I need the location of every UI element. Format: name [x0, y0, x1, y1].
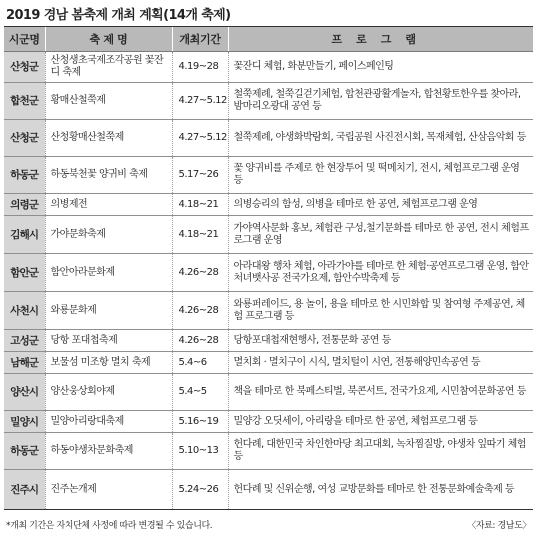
header-region: 시군명	[4, 27, 45, 52]
region-cell: 합천군	[4, 83, 45, 120]
header-program: 프로그램	[228, 27, 533, 52]
region-cell: 양산시	[4, 374, 45, 411]
program-cell: 멸치회 · 멸치구이 시식, 멸치털이 시연, 전통해양민속공연 등	[228, 352, 533, 374]
festival-cell: 하동야생차문화축제	[45, 433, 172, 470]
program-cell: 가야역사문화 홍보, 체험관 구성,철기문화를 테마로 한 공연, 전시 체험프로그램 운영	[228, 216, 533, 254]
period-cell: 4.26~28	[172, 330, 228, 352]
period-cell: 5.4~5	[172, 374, 228, 411]
festival-cell: 의병제전	[45, 194, 172, 216]
header-period: 개최기간	[172, 27, 228, 52]
table-row	[4, 157, 533, 194]
program-cell: 헌다례, 대한민국 차인한마당 최고대회, 녹차찜질방, 야생차 잎따기 체험 등	[228, 433, 533, 470]
festival-cell: 가야문화축제	[45, 216, 172, 254]
table-row	[4, 433, 533, 470]
period-cell: 5.17~26	[172, 157, 228, 194]
table-row	[4, 83, 533, 120]
region-cell: 김해시	[4, 216, 45, 254]
program-cell: 철쭉제례, 철쭉길걷기체험, 합천관광활게놀자, 합천황토한우를 찾아라, 밤마리오광대 공연 등	[228, 83, 533, 120]
table-row	[4, 470, 533, 510]
festival-cell: 함안아라문화제	[45, 254, 172, 292]
period-cell: 5.24~26	[172, 470, 228, 510]
period-cell: 4.19~28	[172, 52, 228, 83]
festival-cell: 하동북천꽃 양귀비 축제	[45, 157, 172, 194]
table-row	[4, 120, 533, 157]
festival-cell: 와룡문화제	[45, 292, 172, 330]
period-cell: 4.18~21	[172, 216, 228, 254]
program-cell: 책을 테마로 한 북페스티벌, 북콘서트, 전국가요제, 시민참여문화공연 등	[228, 374, 533, 411]
period-cell: 5.16~19	[172, 411, 228, 433]
program-cell: 꽃잔디 체험, 화분만들기, 페이스페인팅	[228, 52, 533, 83]
region-cell: 고성군	[4, 330, 45, 352]
festival-table	[4, 26, 533, 510]
period-cell: 5.4~6	[172, 352, 228, 374]
program-cell: 와룡퍼레이드, 용 놀이, 용을 테마로 한 시민화합 및 참여형 주제공연, 체험 프로그램 등	[228, 292, 533, 330]
region-cell: 하동군	[4, 157, 45, 194]
period-cell: 5.10~13	[172, 433, 228, 470]
region-cell: 하동군	[4, 433, 45, 470]
program-cell: 아라대왕 행차 체험, 아라가야를 테마로 한 체험·공연프로그램 운영, 함안처녀뱃사공 전국가요제, 함안수박축제 등	[228, 254, 533, 292]
festival-cell: 황매산철쭉제	[45, 83, 172, 120]
region-cell: 의령군	[4, 194, 45, 216]
table-row	[4, 330, 533, 352]
table-row	[4, 216, 533, 254]
region-cell: 밀양시	[4, 411, 45, 433]
festival-cell: 당항 포대첩축제	[45, 330, 172, 352]
footnote: *개최 기간은 자치단체 사정에 따라 변경될 수 있습니다.	[6, 521, 213, 531]
period-cell: 4.18~21	[172, 194, 228, 216]
period-cell: 4.26~28	[172, 254, 228, 292]
header-festival: 축 제 명	[45, 27, 172, 52]
festival-cell: 진주논개제	[45, 470, 172, 510]
table-row	[4, 292, 533, 330]
program-cell: 의병승리의 함성, 의병을 테마로 한 공연, 체험프로그램 운영	[228, 194, 533, 216]
festival-cell: 산청생초국제조각공원 꽃잔디 축제	[45, 52, 172, 83]
program-cell: 꽃 양귀비를 주제로 한 현장투어 및 떡메치기, 전시, 체험프로그램 운영 등	[228, 157, 533, 194]
period-cell: 4.26~28	[172, 292, 228, 330]
table-row	[4, 411, 533, 433]
program-cell: 헌다례 및 신위순행, 여성 교방문화를 테마로 한 전통문화예술축제 등	[228, 470, 533, 510]
page-title: 2019 경남 봄축제 개최 계획(14개 축제)	[6, 8, 231, 23]
program-cell: 밀양강 오딧세이, 아리랑을 테마로 한 공연, 체험프로그램 등	[228, 411, 533, 433]
region-cell: 사천시	[4, 292, 45, 330]
region-cell: 산청군	[4, 120, 45, 157]
period-cell: 4.27~5.12	[172, 83, 228, 120]
region-cell: 진주시	[4, 470, 45, 510]
table-row	[4, 254, 533, 292]
source-credit: 〈자료: 경남도〉	[467, 521, 531, 531]
region-cell: 남해군	[4, 352, 45, 374]
table-row	[4, 194, 533, 216]
program-cell: 당항포대첩재현행사, 전통문화 공연 등	[228, 330, 533, 352]
program-cell: 철쭉제례, 야생화박람회, 국립공원 사진전시회, 목재체험, 산삼음악회 등	[228, 120, 533, 157]
region-cell: 산청군	[4, 52, 45, 83]
table-row	[4, 352, 533, 374]
festival-cell: 밀양아리랑대축제	[45, 411, 172, 433]
table-header-row	[4, 27, 533, 52]
table-row	[4, 52, 533, 83]
table-row	[4, 374, 533, 411]
region-cell: 함안군	[4, 254, 45, 292]
festival-cell: 보물섬 미조항 멸치 축제	[45, 352, 172, 374]
period-cell: 4.27~5.12	[172, 120, 228, 157]
festival-cell: 산청황매산철쭉제	[45, 120, 172, 157]
festival-cell: 양산웅상회야제	[45, 374, 172, 411]
